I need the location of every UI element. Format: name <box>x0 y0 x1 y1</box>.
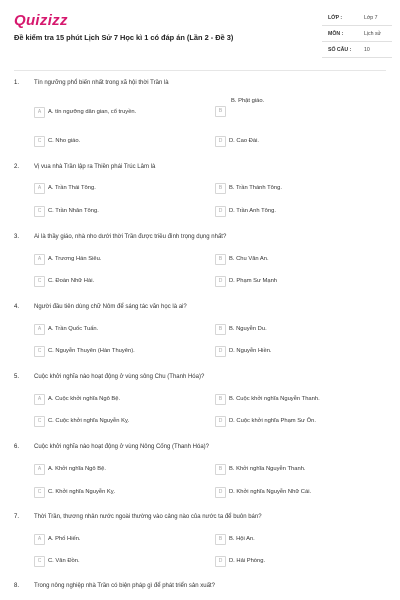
worksheet-header <box>0 0 400 68</box>
option-text: A. Phố Hiến. <box>48 536 81 542</box>
option-letter-box[interactable]: C <box>34 416 45 427</box>
option-letter-box[interactable]: B <box>215 394 226 405</box>
option-letter-box[interactable]: A <box>34 324 45 335</box>
option-b[interactable] <box>215 98 385 114</box>
option-letter-box[interactable]: C <box>34 136 45 147</box>
option-b[interactable] <box>215 394 385 406</box>
option-c[interactable] <box>34 206 204 218</box>
question-text: Ai là thầy giáo, nhà nho dưới thời Trần được triều đình trọng dụng nhất? <box>34 234 227 240</box>
question-number: 4. <box>14 304 20 310</box>
question-6 <box>0 444 400 508</box>
option-letter-box[interactable]: A <box>34 183 45 194</box>
option-text: D. Khởi nghĩa Nguyễn Nhữ Cái. <box>229 489 312 495</box>
worksheet-title: Đề kiểm tra 15 phút Lịch Sử 7 Học kì 1 có đáp án (Lần 2 - Đề 3) <box>14 33 234 42</box>
question-5 <box>0 374 400 438</box>
option-letter-box[interactable]: D <box>215 416 226 427</box>
option-text: B. Phật giáo. <box>231 98 265 104</box>
meta-row-count <box>322 42 392 58</box>
option-letter-box[interactable]: D <box>215 487 226 498</box>
option-text: C. Trần Nhân Tông. <box>48 208 99 214</box>
option-text: A. Trần Quốc Tuấn. <box>48 326 99 332</box>
question-number: 8. <box>14 583 20 589</box>
quizizz-logo[interactable]: Quizizz <box>14 12 68 29</box>
option-text: A. tín ngưỡng dân gian, cổ truyền. <box>48 109 137 115</box>
option-d[interactable] <box>215 276 385 288</box>
question-2 <box>0 164 400 228</box>
meta-label: MÔN : <box>328 31 344 37</box>
option-text: C. Nho giáo. <box>48 138 81 144</box>
meta-label: LỚP : <box>328 15 343 21</box>
option-letter-box[interactable]: B <box>215 183 226 194</box>
option-b[interactable] <box>215 534 385 546</box>
option-letter-box[interactable]: D <box>215 206 226 217</box>
option-text: D. Cao Đài. <box>229 138 259 144</box>
question-number: 1. <box>14 80 20 86</box>
option-a[interactable] <box>34 324 204 336</box>
meta-label: SỐ CÂU : <box>328 47 352 53</box>
option-letter-box[interactable]: D <box>215 136 226 147</box>
question-number: 3. <box>14 234 20 240</box>
option-text: B. Cuộc khởi nghĩa Nguyễn Thanh. <box>229 396 320 402</box>
option-c[interactable] <box>34 416 204 428</box>
option-text: C. Đoàn Nhữ Hài. <box>48 278 95 284</box>
option-b[interactable] <box>215 324 385 336</box>
question-7 <box>0 514 400 578</box>
question-text: Cuộc khởi nghĩa nào hoạt động ở vùng Nông Cống (Thanh Hóa)? <box>34 444 209 450</box>
option-letter-box[interactable]: B <box>215 106 226 117</box>
meta-table <box>322 10 392 58</box>
option-c[interactable] <box>34 136 204 148</box>
question-1 <box>0 80 400 144</box>
option-text: D. Hải Phòng. <box>229 558 266 564</box>
option-b[interactable] <box>215 464 385 476</box>
option-text: B. Chu Văn An. <box>229 256 269 262</box>
option-text: D. Phạm Sư Mạnh <box>229 278 278 284</box>
question-number: 5. <box>14 374 20 380</box>
question-text: Người đầu tiên dùng chữ Nôm để sáng tác văn học là ai? <box>34 304 187 310</box>
option-c[interactable] <box>34 556 204 568</box>
question-text: Cuộc khởi nghĩa nào hoạt động ở vùng sông Chu (Thanh Hóa)? <box>34 374 205 380</box>
option-letter-box[interactable]: D <box>215 276 226 287</box>
option-text: A. Trương Hán Siêu. <box>48 256 102 262</box>
question-4 <box>0 304 400 368</box>
option-c[interactable] <box>34 487 204 499</box>
option-letter-box[interactable]: C <box>34 206 45 217</box>
option-text: C. Vân Đồn. <box>48 558 80 564</box>
header-divider <box>14 70 386 71</box>
option-b[interactable] <box>215 183 385 195</box>
option-letter-box[interactable]: C <box>34 487 45 498</box>
option-letter-box[interactable]: B <box>215 254 226 265</box>
option-letter-box[interactable]: B <box>215 464 226 475</box>
meta-row-subject <box>322 26 392 42</box>
option-letter-box[interactable]: A <box>34 534 45 545</box>
option-letter-box[interactable]: A <box>34 107 45 118</box>
option-text: A. Trần Thái Tông. <box>48 185 96 191</box>
option-d[interactable] <box>215 136 385 148</box>
option-d[interactable] <box>215 556 385 568</box>
question-text: Thời Trần, thương nhân nước ngoài thường vào cảng nào của nước ta để buôn bán? <box>34 514 262 520</box>
option-letter-box[interactable]: C <box>34 556 45 567</box>
question-3 <box>0 234 400 298</box>
option-d[interactable] <box>215 346 385 358</box>
option-letter-box[interactable]: B <box>215 324 226 335</box>
option-letter-box[interactable]: A <box>34 394 45 405</box>
option-text: B. Khởi nghĩa Nguyễn Thanh. <box>229 466 306 472</box>
option-text: C. Nguyễn Thuyên (Hàn Thuyên). <box>48 348 135 354</box>
option-a[interactable] <box>34 534 204 546</box>
option-b[interactable] <box>215 254 385 266</box>
option-d[interactable] <box>215 206 385 218</box>
option-text: D. Nguyễn Hiền. <box>229 348 272 354</box>
option-text: A. Cuộc khởi nghĩa Ngô Bệ. <box>48 396 121 402</box>
question-text: Trong nông nghiệp nhà Trần có biện pháp gì để phát triển sản xuất? <box>34 583 215 589</box>
option-text: A. Khởi nghĩa Ngô Bệ. <box>48 466 106 472</box>
option-letter-box[interactable]: C <box>34 276 45 287</box>
meta-value: 10 <box>364 47 370 53</box>
option-d[interactable] <box>215 416 385 428</box>
question-number: 6. <box>14 444 20 450</box>
option-a[interactable] <box>34 183 204 195</box>
option-d[interactable] <box>215 487 385 499</box>
option-text: B. Hội An. <box>229 536 255 542</box>
option-c[interactable] <box>34 276 204 288</box>
option-text: C. Khởi nghĩa Nguyễn Kỵ. <box>48 489 116 495</box>
meta-value: Lớp 7 <box>364 15 378 21</box>
option-a[interactable] <box>34 254 204 266</box>
option-text: D. Trần Anh Tông. <box>229 208 276 214</box>
question-8 <box>0 583 400 597</box>
meta-row-class <box>322 10 392 26</box>
option-letter-box[interactable]: A <box>34 464 45 475</box>
option-letter-box[interactable]: D <box>215 346 226 357</box>
option-a[interactable] <box>34 107 204 119</box>
question-number: 7. <box>14 514 20 520</box>
option-text: B. Trần Thánh Tông. <box>229 185 282 191</box>
question-number: 2. <box>14 164 20 170</box>
question-text: Tín ngưỡng phổ biến nhất trong xã hội thời Trần là <box>34 80 169 86</box>
option-text: C. Cuộc khởi nghĩa Nguyễn Kỵ. <box>48 418 130 424</box>
option-letter-box[interactable]: B <box>215 534 226 545</box>
option-text: D. Cuộc khởi nghĩa Phạm Sư Ôn. <box>229 418 316 424</box>
option-c[interactable] <box>34 346 204 358</box>
question-text: Vị vua nhà Trần lập ra Thiền phái Trúc Lâm là <box>34 164 156 170</box>
option-letter-box[interactable]: A <box>34 254 45 265</box>
option-a[interactable] <box>34 464 204 476</box>
option-letter-box[interactable]: D <box>215 556 226 567</box>
option-letter-box[interactable]: C <box>34 346 45 357</box>
meta-value: Lịch sử <box>364 31 382 37</box>
option-a[interactable] <box>34 394 204 406</box>
option-text: B. Nguyễn Du. <box>229 326 267 332</box>
